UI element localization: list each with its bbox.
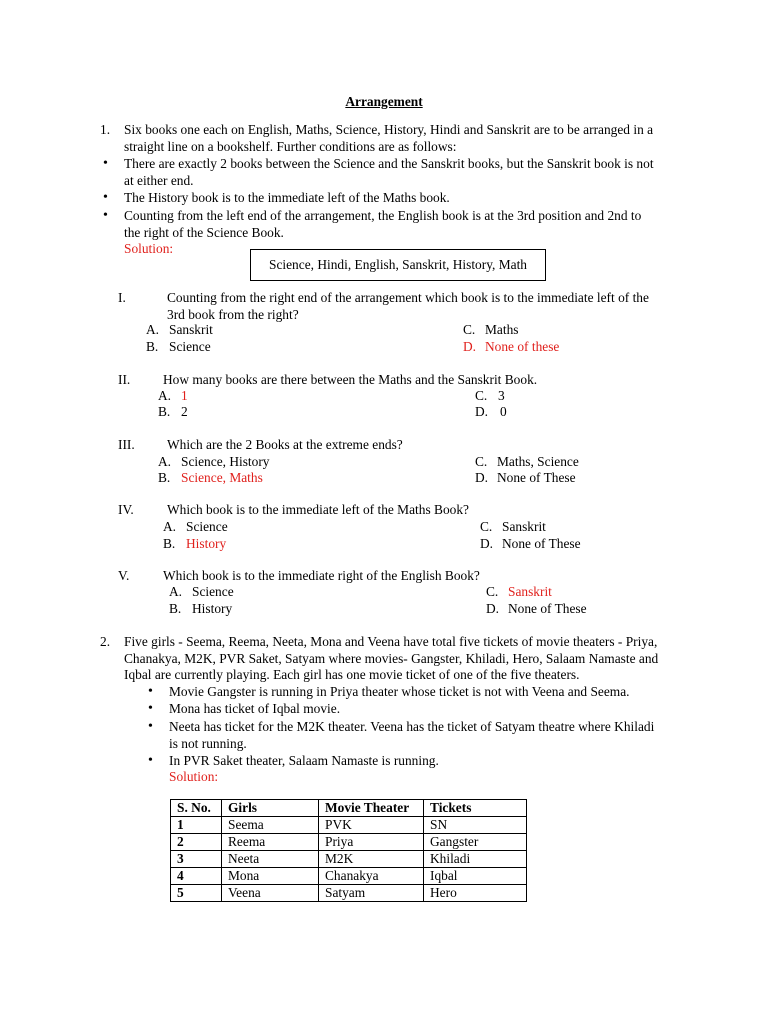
sub-iii-option-c-letter: C. [475, 454, 488, 469]
sub-iii-option-b-letter: B. [158, 470, 171, 485]
sub-iv-option-a-letter: A. [163, 519, 177, 534]
table-cell: Gangster [424, 834, 527, 851]
bullet-icon: • [148, 753, 153, 768]
sub-i-question-line1: Counting from the right end of the arrangement which book is to the immediate left of the [167, 290, 649, 305]
q1-bullet-3-line2: the right of the Science Book. [124, 225, 284, 240]
q1-bullet-1-line2: at either end. [124, 173, 194, 188]
sub-iv-option-b-text: History [186, 536, 227, 551]
table-cell: SN [424, 817, 527, 834]
table-cell: Veena [222, 885, 319, 902]
sub-v-option-a-text: Science [192, 584, 234, 599]
sub-v-roman: V. [118, 568, 130, 583]
table-cell: Reema [222, 834, 319, 851]
q2-solution-label: Solution: [169, 769, 219, 784]
sub-v-option-c-letter: C. [486, 584, 499, 599]
bullet-icon: • [103, 156, 108, 171]
q1-intro-line2: straight line on a bookshelf. Further conditions are as follows: [124, 139, 457, 154]
table-row [171, 817, 527, 834]
sub-iv-option-b-letter: B. [163, 536, 176, 551]
q1-number: 1. [100, 122, 111, 137]
sub-iii-option-d-letter: D. [475, 470, 489, 485]
sub-i-option-b-letter: B. [146, 339, 159, 354]
table-header: Girls [222, 800, 319, 817]
table-cell: PVK [319, 817, 424, 834]
sub-iv-option-d-text: None of These [502, 536, 581, 551]
q1-bullet-1-line1: There are exactly 2 books between the Science and the Sanskrit books, but the Sanskrit book is not [124, 156, 654, 171]
sub-iii-option-d-text: None of These [497, 470, 576, 485]
table-cell: 2 [171, 834, 222, 851]
sub-v-option-d-text: None of These [508, 601, 587, 616]
table-header-row [171, 800, 527, 817]
table-cell: 5 [171, 885, 222, 902]
sub-v-question-line1: Which book is to the immediate right of the English Book? [163, 568, 480, 583]
sub-iv-option-c-letter: C. [480, 519, 493, 534]
table-cell: 1 [171, 817, 222, 834]
q2-bullet-3-line2: is not running. [169, 736, 247, 751]
sub-i-question-line2: 3rd book from the right? [167, 307, 299, 322]
table-header: Tickets [424, 800, 527, 817]
bullet-icon: • [148, 684, 153, 699]
sub-i-roman: I. [118, 290, 126, 305]
table-cell: Satyam [319, 885, 424, 902]
sub-v-option-b-letter: B. [169, 601, 182, 616]
sub-iii-question-line1: Which are the 2 Books at the extreme ends? [167, 437, 403, 452]
bullet-icon: • [148, 701, 153, 716]
table-cell: Priya [319, 834, 424, 851]
sub-i-option-d-text: None of these [485, 339, 560, 354]
sub-v-option-a-letter: A. [169, 584, 183, 599]
sub-i-option-c-text: Maths [485, 322, 519, 337]
table-row [171, 885, 527, 902]
table-header: Movie Theater [319, 800, 424, 817]
sub-ii-question-line1: How many books are there between the Maths and the Sanskrit Book. [163, 372, 538, 387]
q1-solution-label: Solution: [124, 241, 174, 256]
sub-iv-option-a-text: Science [186, 519, 228, 534]
q2-bullet-1-line1: Movie Gangster is running in Priya theater whose ticket is not with Veena and Seema. [169, 684, 630, 699]
sub-i-option-c-letter: C. [463, 322, 476, 337]
bullet-icon: • [103, 208, 108, 223]
sub-v-option-b-text: History [192, 601, 233, 616]
table-cell: Neeta [222, 851, 319, 868]
sub-ii-option-c-text: 3 [498, 388, 505, 403]
table-cell: Hero [424, 885, 527, 902]
sub-ii-option-c-letter: C. [475, 388, 488, 403]
q2-number: 2. [100, 634, 111, 649]
table-cell: Iqbal [424, 868, 527, 885]
page-title: Arrangement [345, 94, 423, 109]
sub-iii-option-c-text: Maths, Science [497, 454, 579, 469]
table-cell: Seema [222, 817, 319, 834]
sub-iv-option-c-text: Sanskrit [502, 519, 546, 534]
sub-i-option-a-text: Sanskrit [169, 322, 213, 337]
q2-bullet-3-line1: Neeta has ticket for the M2K theater. Veena has the ticket of Satyam theatre where Khiladi [169, 719, 655, 734]
table-cell: Mona [222, 868, 319, 885]
table-cell: 4 [171, 868, 222, 885]
sub-ii-option-b-text: 2 [181, 404, 188, 419]
q1-bullet-2-line1: The History book is to the immediate left of the Maths book. [124, 190, 450, 205]
sub-i-option-a-letter: A. [146, 322, 160, 337]
table-cell: 3 [171, 851, 222, 868]
sub-i-option-b-text: Science [169, 339, 211, 354]
q2-intro-line3: Iqbal are currently playing. Each girl has one movie ticket of one of the five theaters. [124, 667, 580, 682]
sub-ii-option-d-text: 0 [500, 404, 507, 419]
sub-iii-option-b-text: Science, Maths [181, 470, 263, 485]
q2-intro-line1: Five girls - Seema, Reema, Neeta, Mona and Veena have total five tickets of movie theaters - Priya, [124, 634, 658, 649]
sub-ii-option-b-letter: B. [158, 404, 171, 419]
table-row [171, 868, 527, 885]
sub-v-option-d-letter: D. [486, 601, 500, 616]
table-cell: Khiladi [424, 851, 527, 868]
sub-iii-option-a-text: Science, History [181, 454, 270, 469]
bullet-icon: • [103, 190, 108, 205]
sub-iv-question-line1: Which book is to the immediate left of the Maths Book? [167, 502, 469, 517]
q1-intro-line1: Six books one each on English, Maths, Science, History, Hindi and Sanskrit are to be arranged in a [124, 122, 654, 137]
bullet-icon: • [148, 719, 153, 734]
sub-i-option-d-letter: D. [463, 339, 477, 354]
sub-iv-roman: IV. [118, 502, 134, 517]
sub-ii-option-a-text: 1 [181, 388, 188, 403]
table-row [171, 851, 527, 868]
table-header: S. No. [171, 800, 222, 817]
table-row [171, 834, 527, 851]
solution-table [170, 799, 527, 902]
q1-bullet-3-line1: Counting from the left end of the arrangement, the English book is at the 3rd position and 2nd to [124, 208, 642, 223]
q2-intro-line2: Chanakya, M2K, PVR Saket, Satyam where movies- Gangster, Khiladi, Hero, Salaam Namaste and [124, 651, 659, 666]
sub-ii-option-a-letter: A. [158, 388, 172, 403]
q2-bullet-4-line1: In PVR Saket theater, Salaam Namaste is running. [169, 753, 439, 768]
sub-ii-option-d-letter: D. [475, 404, 489, 419]
q2-bullet-2-line1: Mona has ticket of Iqbal movie. [169, 701, 341, 716]
sub-iii-option-a-letter: A. [158, 454, 172, 469]
sub-ii-roman: II. [118, 372, 131, 387]
table-cell: M2K [319, 851, 424, 868]
table-cell: Chanakya [319, 868, 424, 885]
sub-iv-option-d-letter: D. [480, 536, 494, 551]
sub-iii-roman: III. [118, 437, 135, 452]
sub-v-option-c-text: Sanskrit [508, 584, 552, 599]
q1-solution-box: Science, Hindi, English, Sanskrit, History, Math [250, 249, 546, 281]
